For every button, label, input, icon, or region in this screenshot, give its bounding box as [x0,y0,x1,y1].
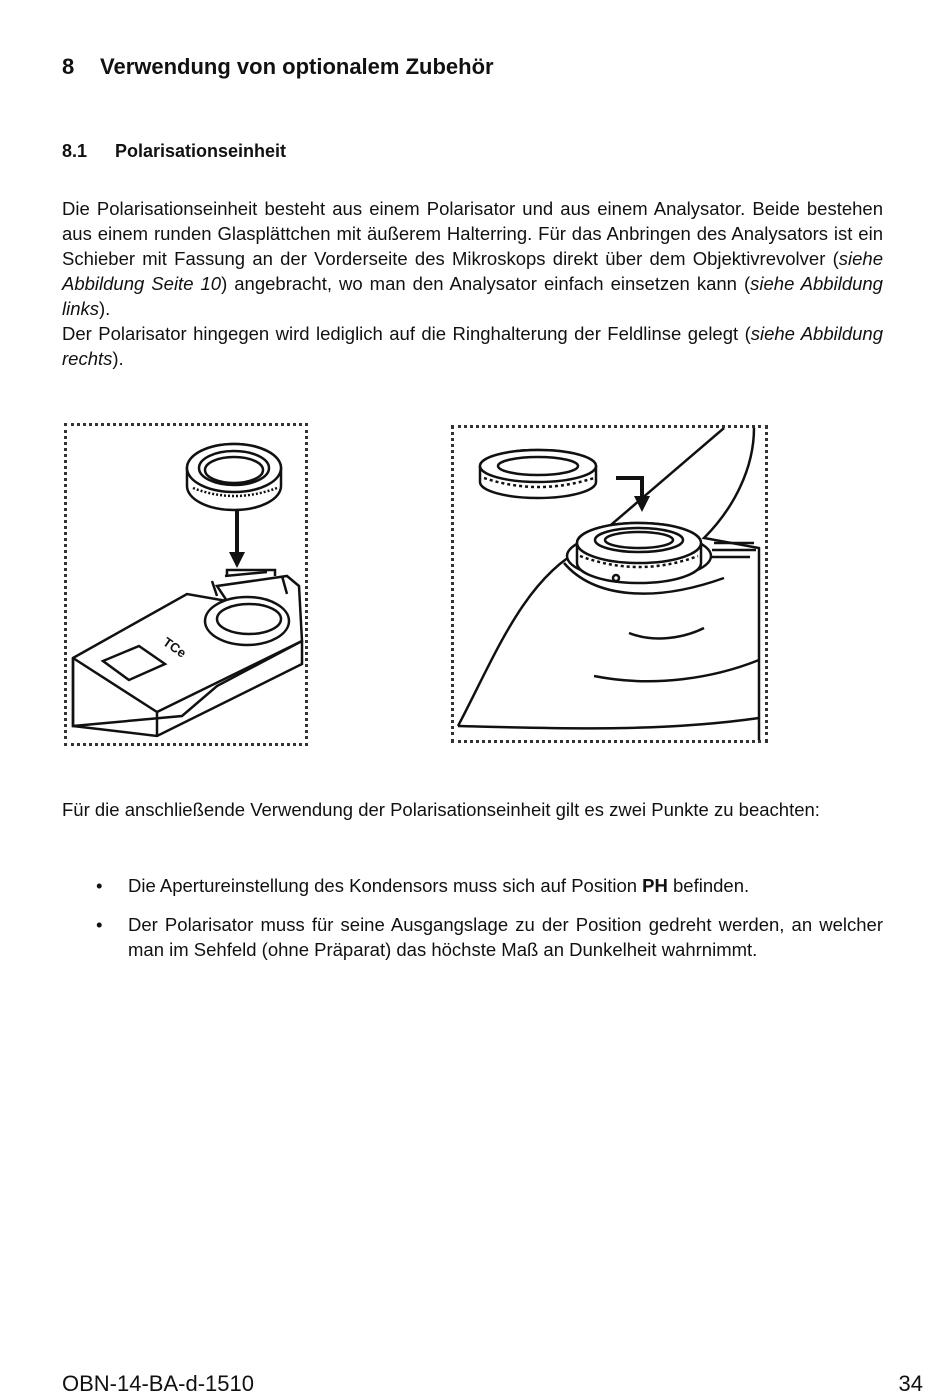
analyzer-slider-illustration [67,426,305,743]
intro-text-1: Die Polarisationseinheit besteht aus einem Polarisator und aus einem Analysator. Beide bestehen aus einem runden Glasplättchen mit äußerem Halterring. Für das Anbringen des Analysators ist ein Schieber mit Fassung an der Vorderseite des Mikroskops direkt über dem Objektivrevolver ( [62,198,883,269]
usage-list [62,873,883,976]
subsection-number: 8.1 [62,141,88,161]
intro-text-3: ). [99,298,111,319]
document-id: OBN-14-BA-d-1510 [62,1371,254,1396]
intro-paragraph [62,196,883,371]
reference-figure-right: siehe Abbildung rechts [62,323,883,369]
intro-text-2: ) angebracht, wo man den Analysator einfach einsetzen kann ( [221,273,751,294]
bullet-1-text-post: befinden. [667,875,750,896]
section-heading [62,54,494,80]
list-item [62,912,883,962]
aperture-position-ph: PH [642,875,668,896]
reference-page-10: siehe Abbildung Seite 10 [62,248,883,294]
polarizer-field-lens-illustration [454,428,765,740]
reference-figure-left: siehe Abbildung links [62,273,883,319]
list-item [62,873,883,898]
figure-polarizer-field-lens [451,425,768,743]
bullet-icon: • [96,914,103,935]
intro-text-4: Der Polarisator hingegen wird lediglich auf die Ringhalterung der Feldlinse gelegt ( [62,323,751,344]
subsection-title: Polarisationseinheit [115,141,287,161]
bullet-1-text-pre: Die Apertureinstellung des Kondensors muss sich auf Position [128,875,643,896]
section-number: 8 [62,54,75,79]
subsection-heading [62,141,286,162]
slider-label: TCe [160,634,190,661]
figure-analyzer-slider [64,423,308,746]
usage-intro: Für die anschließende Verwendung der Polarisationseinheit gilt es zwei Punkte zu beachten: [62,799,820,820]
bullet-2-text: Der Polarisator muss für seine Ausgangslage zu der Position gedreht werden, an welcher man im Sehfeld (ohne Präparat) das höchste Maß an Dunkelheit wahrnimmt. [128,914,883,960]
section-title: Verwendung von optionalem Zubehör [100,54,494,79]
intro-text-5: ). [112,348,124,369]
bullet-icon: • [96,875,103,896]
page-number: 34 [898,1371,923,1396]
